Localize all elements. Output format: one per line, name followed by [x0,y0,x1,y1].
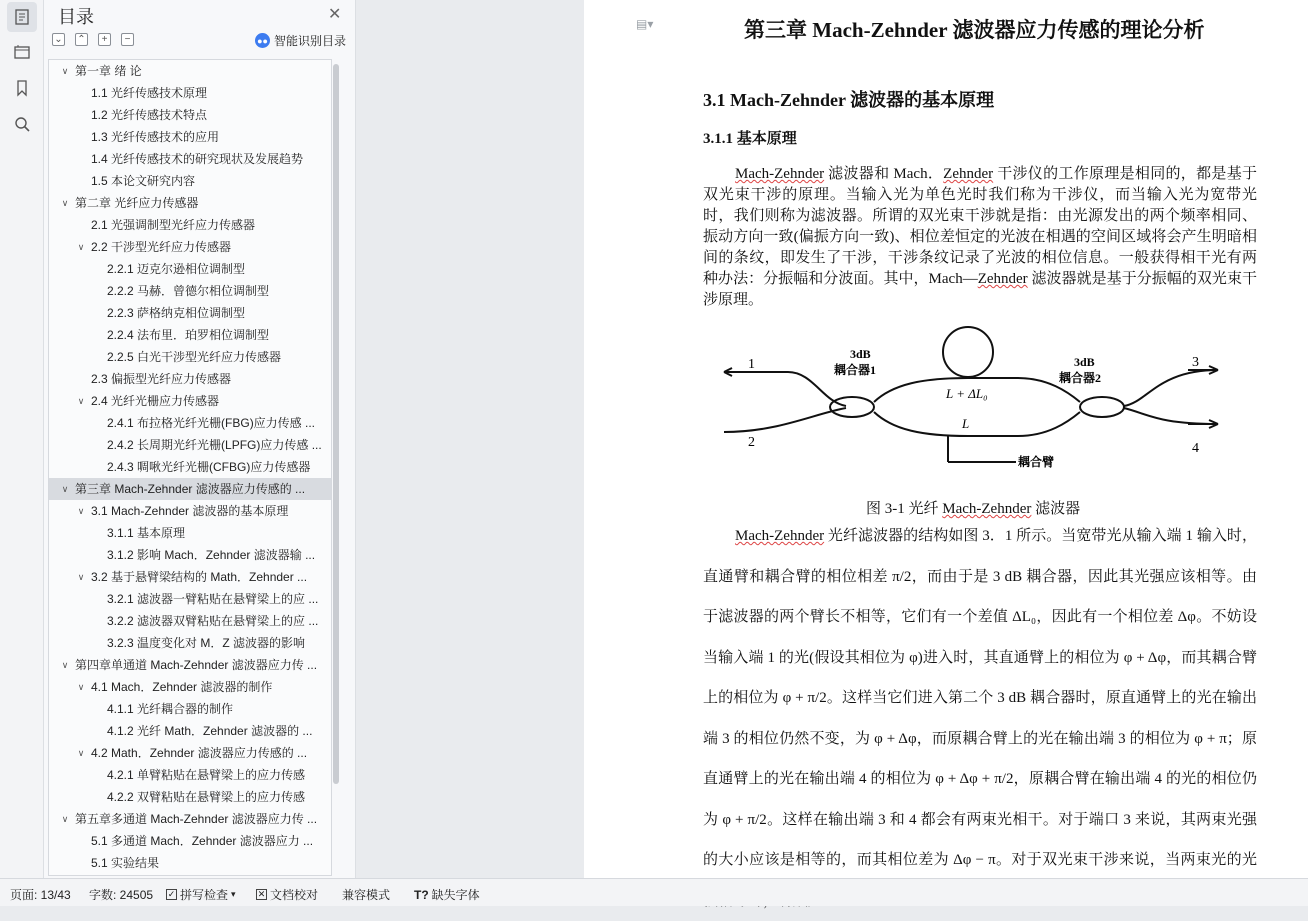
chevron-down-icon[interactable]: ∨ [77,572,85,582]
toc-item[interactable] [49,192,331,214]
toc-item[interactable] [49,588,331,610]
chevron-down-icon[interactable]: ∨ [61,198,69,208]
toc-scrollbar[interactable] [333,64,339,784]
word-count[interactable]: 字数: 24505 [89,888,154,902]
toc-item[interactable] [49,104,331,126]
toc-item-label: 4.2 Math．Zehnder 滤波器应力传感的 ... [91,746,308,760]
search-icon[interactable] [7,109,37,139]
toc-item-label: 4.1.2 光纤 Math．Zehnder 滤波器的 ... [107,724,313,738]
toc-item-label: 1.3 光纤传感技术的应用 [91,130,220,144]
toc-item-label: 2.3 偏振型光纤应力传感器 [91,372,232,386]
toc-list [48,59,332,876]
toc-item[interactable] [49,126,331,148]
toc-item-label: 1.4 光纤传感技术的研究现状及发展趋势 [91,152,304,166]
close-icon[interactable]: ✕ [328,6,342,23]
chapter-title: 第三章 Mach-Zehnder 滤波器应力传感的理论分析 [744,18,1205,42]
toc-item[interactable] [49,170,331,192]
toc-item[interactable] [49,236,331,258]
toc-item-label: 1.5 本论文研究内容 [91,174,196,188]
workspace-gap [357,0,584,878]
toc-item-label: 3.1 Mach-Zehnder 滤波器的基本原理 [91,504,289,518]
caption-suffix: 滤波器 [1031,501,1081,517]
coupler1-bottom-label: 耦合器1 [834,363,877,377]
status-bar [0,878,1308,906]
port-3-label: 3 [1192,355,1199,370]
chevron-down-icon: ▾ [231,889,236,899]
body-paragraph-2 [703,516,1257,921]
coupler2-top-label: 3dB [1074,355,1095,369]
add-heading-icon[interactable]: + [98,33,111,46]
toc-item[interactable] [49,720,331,742]
toc-item-label: 2.2.5 白光干涉型光纤应力传感器 [107,350,282,364]
font-warning-icon: T? [414,887,429,902]
toc-item-label: 3.1.2 影响 Mach．Zehnder 滤波器输 ... [107,548,316,562]
toc-item-label: 3.2.1 滤波器一臂粘贴在悬臂梁上的应 ... [107,592,319,606]
toc-item[interactable] [49,830,331,852]
lower-arm-label: L [962,416,970,431]
toc-item[interactable] [49,148,331,170]
toc-item-label: 4.1 Mach．Zehnder 滤波器的制作 [91,680,273,694]
port-1-label: 1 [748,357,755,372]
toc-item[interactable] [49,368,331,390]
navigation-icon[interactable] [7,37,37,67]
toc-item-label: 2.2.4 法布里．珀罗相位调制型 [107,328,270,342]
proofread-icon: ✕ [257,889,266,899]
toc-item-label: 2.4.1 布拉格光纤光栅(FBG)应力传感 ... [107,416,316,430]
toc-item-label: 1.2 光纤传感技术特点 [91,108,208,122]
smart-toc-label: 智能识别目录 [274,34,347,48]
toc-item[interactable] [49,676,331,698]
proofread-label: 文档校对 [270,888,319,902]
subsection-title: 3.1.1 基本原理 [703,131,797,147]
toc-item-label: 2.2.3 萨格纳克相位调制型 [107,306,246,320]
collapse-all-icon[interactable]: ⌄ [52,33,65,46]
page-options-icon[interactable]: ▤▾ [636,17,654,31]
toc-item[interactable] [49,698,331,720]
text-run: 干涉仪的工作原理是相同的，都是基于双光束干涉的原理。当输入光为单色光时我们称为干涉仪，而当输入光为宽带光时，我们则称为滤波器。所谓的双光束干涉就是指：由光源发出的两个频率相同、振动方向一致(偏振方向一致)、相位差恒定的光波在相遇的空间区域将会产生明暗相间的条纹，即发生了干涉，干涉条纹记录了光波的相位信息。一般获得相干光有两种办法：分振幅和分波面。其中，Mach— [703,166,1257,287]
compat-mode[interactable]: 兼容模式 [342,888,391,902]
toc-item[interactable] [49,258,331,280]
text-run: 滤波器和 Mach． [824,166,944,182]
body-paragraph-1 [703,164,1257,311]
proofread-button[interactable] [256,886,318,903]
chevron-down-icon[interactable]: ∨ [61,484,69,494]
toc-item-label: 2.2 干涉型光纤应力传感器 [91,240,232,254]
toc-panel [44,0,356,878]
toc-toolbar [52,33,134,46]
toc-item[interactable] [49,60,331,82]
toc-item[interactable] [49,566,331,588]
toc-item[interactable] [49,478,331,500]
toc-item[interactable] [49,764,331,786]
missing-font-label: 缺失字体 [431,888,480,902]
left-icon-rail [0,0,44,878]
toc-item[interactable] [49,742,331,764]
toc-item[interactable] [49,390,331,412]
toc-item[interactable] [49,500,331,522]
page-indicator[interactable]: 页面: 13/43 [10,888,71,902]
smart-toc-button[interactable] [255,32,346,49]
text-run: Mach-Zehnder [735,528,825,544]
toc-item[interactable] [49,324,331,346]
spell-check-button[interactable] [166,886,236,903]
toc-item-label: 2.4 光纤光栅应力传感器 [91,394,220,408]
coupler1-top-label: 3dB [850,347,871,361]
section-title: 3.1 Mach-Zehnder 滤波器的基本原理 [703,90,995,110]
toc-item[interactable] [49,280,331,302]
caption-term: Mach-Zehnder [942,501,1032,517]
toc-item[interactable] [49,82,331,104]
checkbox-icon: ✓ [167,889,176,899]
toc-item[interactable] [49,544,331,566]
spell-check-label: 拼写检查 [180,888,229,902]
toc-item[interactable] [49,302,331,324]
toc-item[interactable] [49,852,331,874]
toc-item-label: 2.4.3 啁啾光纤光栅(CFBG)应力传感器 [107,460,311,474]
toc-item[interactable] [49,214,331,236]
toc-item-label: 第五章多通道 Mach-Zehnder 滤波器应力传 ... [75,812,318,826]
chevron-down-icon[interactable]: ∨ [61,660,69,670]
remove-heading-icon[interactable]: − [121,33,134,46]
toc-item[interactable] [49,412,331,434]
text-run: Mach-Zehnder [735,166,825,182]
bookmark-icon[interactable] [7,73,37,103]
toc-item-label: 3.1.1 基本原理 [107,526,186,540]
upper-arm-label: L + ΔL₀ [946,386,988,401]
toc-item-label: 第二章 光纤应力传感器 [75,196,199,210]
toc-item-label: 5.1 多通道 Mach．Zehnder 滤波器应力 ... [91,834,314,848]
coupler2-bottom-label: 耦合器2 [1059,371,1102,385]
toc-item-label: 3.2 基于悬臂梁结构的 Math．Zehnder ... [91,570,308,584]
toc-item-label: 3.2.3 温度变化对 M．Z 滤波器的影响 [107,636,306,650]
coupling-arm-label: 耦合臂 [1018,455,1055,469]
missing-font-button[interactable] [414,886,480,903]
expand-up-icon[interactable]: ⌃ [75,33,88,46]
toc-item[interactable] [49,786,331,808]
chevron-down-icon[interactable]: ∨ [61,814,69,824]
toc-item-label: 2.2.2 马赫．曾德尔相位调制型 [107,284,270,298]
toc-title: 目录 [58,7,94,27]
text-run: 滤波器就是基于分振幅的双光束干涉原理。 [703,271,1257,308]
chevron-down-icon[interactable]: ∨ [61,66,69,76]
figure-caption [866,497,1080,518]
caption-prefix: 图 3-1 光纤 [866,501,943,517]
toc-item[interactable] [49,434,331,456]
ai-icon: ●● [255,33,270,48]
text-run: Zehnder [943,166,994,182]
chevron-down-icon[interactable]: ∨ [77,396,85,406]
toc-item-label: 第三章 Mach-Zehnder 滤波器应力传感的 ... [75,482,306,496]
toc-item[interactable] [49,632,331,654]
toc-item[interactable] [49,456,331,478]
toc-item[interactable] [49,522,331,544]
chevron-down-icon[interactable]: ∨ [77,506,85,516]
text-run: 光纤滤波器的结构如图 3．1 所示。当宽带光从输入端 1 输入时，直通臂和耦合臂的相位相差 π/2，而由于是 3 dB 耦合器，因此其光强应该相等。由于滤波器的两个臂长不相等，它们有一个差值 ΔL₀，因此有一个相位差 Δφ。不妨设当输入端 1 的光(假设其相位为 φ)进入时，其直通臂上的相位为 φ + Δφ，而其耦合臂上的相位为 φ + π/2。这样当它们进入第二个 3 dB 耦合器时，原直通臂上的光在输出端 3 的相位仍然不变，为 φ + Δφ，而原耦合臂上的光在输出端 3 的相位为 φ + π；原直通臂上的光在输出端 4 的相位为 φ + Δφ + π/2，原耦合臂在输出端 4 的光的相位仍为 φ + π/2。这样在输出端 3 和 4 都会有两束光相干。对于端口 3 来说，其两束光强的大小应该是相等的，而其相位差为 Δφ − π。对于双光束干涉来说，当两束光的光 [703,528,1257,868]
toc-item-label: 4.2.2 双臂粘贴在悬臂梁上的应力传感 [107,790,306,804]
toc-item[interactable] [49,346,331,368]
text-run: Zehnder [977,271,1028,287]
toc-item-label: 2.4.2 长周期光纤光栅(LPFG)应力传感 ... [107,438,322,452]
toc-item-label: 4.1.1 光纤耦合器的制作 [107,702,234,716]
toc-item-label: 第四章单通道 Mach-Zehnder 滤波器应力传 ... [75,658,318,672]
chevron-down-icon[interactable]: ∨ [77,242,85,252]
mach-zehnder-figure [718,322,1238,472]
outline-icon[interactable] [7,2,37,32]
document-page[interactable] [584,0,1308,878]
toc-item[interactable] [49,808,331,830]
toc-item-label: 2.1 光强调制型光纤应力传感器 [91,218,256,232]
chevron-down-icon[interactable]: ∨ [77,748,85,758]
toc-item[interactable] [49,654,331,676]
toc-item-label: 3.2.2 滤波器双臂粘贴在悬臂梁上的应 ... [107,614,319,628]
chevron-down-icon[interactable]: ∨ [77,682,85,692]
toc-item-label: 5.1 实验结果 [91,856,160,870]
port-4-label: 4 [1192,441,1199,456]
toc-item-label: 1.1 光纤传感技术原理 [91,86,208,100]
toc-item[interactable] [49,610,331,632]
port-2-label: 2 [748,435,755,450]
toc-item-label: 第一章 绪 论 [75,64,142,78]
toc-item-label: 2.2.1 迈克尔逊相位调制型 [107,262,246,276]
toc-item-label: 4.2.1 单臂粘贴在悬臂梁上的应力传感 [107,768,306,782]
